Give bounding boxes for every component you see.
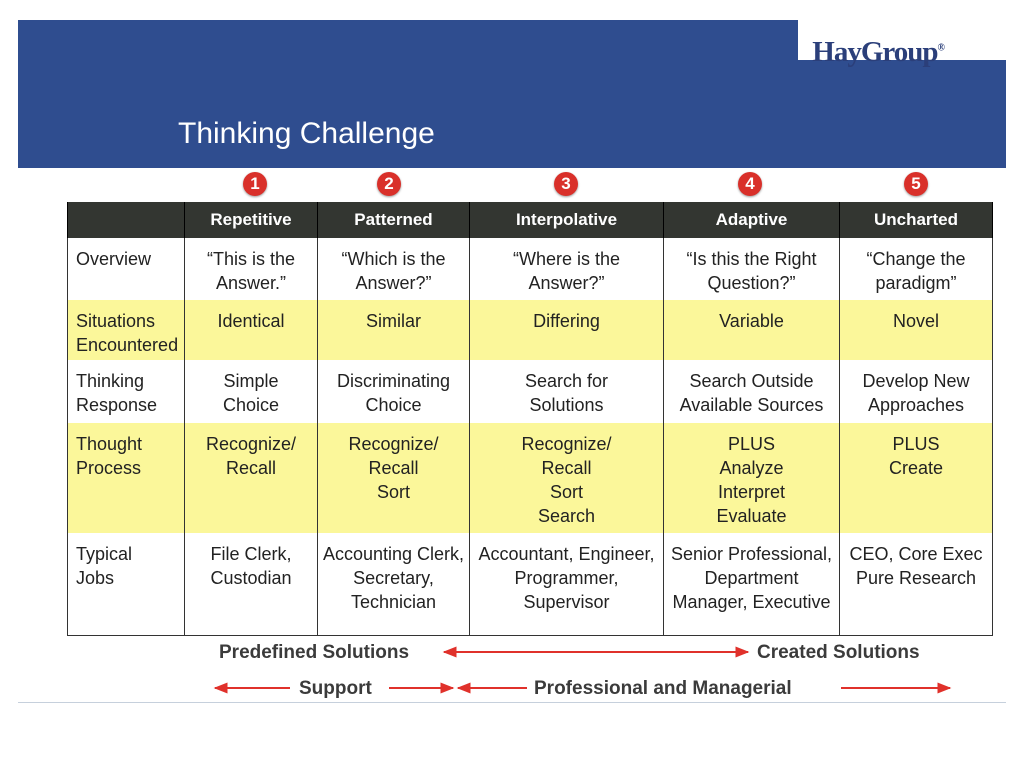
- footer-divider: [18, 702, 1006, 703]
- table-cell: Identical: [185, 300, 318, 360]
- table-cell: Simple Choice: [185, 360, 318, 423]
- number-badge-1: 1: [243, 172, 267, 196]
- table-cell: Accounting Clerk, Secretary, Technician: [318, 533, 470, 635]
- professional-managerial-label: Professional and Managerial: [534, 678, 792, 699]
- table-cell: Search for Solutions: [470, 360, 664, 423]
- table-cell: “Change the paradigm”: [840, 238, 993, 300]
- table-cell: Novel: [840, 300, 993, 360]
- row-label: Situations Encountered: [68, 300, 185, 360]
- number-badge-3: 3: [554, 172, 578, 196]
- table-cell: “Is this the Right Question?”: [664, 238, 840, 300]
- row-label: Thought Process: [68, 423, 185, 533]
- table-cell: PLUS Create: [840, 423, 993, 533]
- table-cell: Senior Professional, Department Manager, Executive: [664, 533, 840, 635]
- table-cell: Differing: [470, 300, 664, 360]
- table-cell: Recognize/ Recall: [185, 423, 318, 533]
- header-cell-repetitive: Repetitive: [185, 202, 318, 238]
- table-cell: Develop New Approaches: [840, 360, 993, 423]
- header-cell-interpolative: Interpolative: [470, 202, 664, 238]
- haygroup-logo: HayGroup®: [812, 36, 944, 68]
- table-cell: Similar: [318, 300, 470, 360]
- number-badge-4: 4: [738, 172, 762, 196]
- table-cell: Accountant, Engineer, Programmer, Supervisor: [470, 533, 664, 635]
- header-cell-uncharted: Uncharted: [840, 202, 993, 238]
- slide-title: Thinking Challenge: [178, 117, 435, 150]
- header-cell-adaptive: Adaptive: [664, 202, 840, 238]
- table-cell: “Which is the Answer?”: [318, 238, 470, 300]
- table-cell: Variable: [664, 300, 840, 360]
- table-cell: Discriminating Choice: [318, 360, 470, 423]
- row-label: Thinking Response: [68, 360, 185, 423]
- header-cell-patterned: Patterned: [318, 202, 470, 238]
- number-badge-5: 5: [904, 172, 928, 196]
- table-cell: “This is the Answer.”: [185, 238, 318, 300]
- table-cell: Recognize/ Recall Sort Search: [470, 423, 664, 533]
- number-badge-2: 2: [377, 172, 401, 196]
- predefined-solutions-label: Predefined Solutions: [219, 642, 410, 663]
- table-cell: CEO, Core Exec Pure Research: [840, 533, 993, 635]
- table-cell: Search Outside Available Sources: [664, 360, 840, 423]
- table-cell: Recognize/ Recall Sort: [318, 423, 470, 533]
- table-cell: File Clerk, Custodian: [185, 533, 318, 635]
- support-label: Support: [299, 678, 372, 699]
- row-label: Overview: [68, 238, 185, 300]
- created-solutions-label: Created Solutions: [757, 642, 920, 663]
- table-cell: “Where is the Answer?”: [470, 238, 664, 300]
- table-cell: PLUS Analyze Interpret Evaluate: [664, 423, 840, 533]
- row-label: Typical Jobs: [68, 533, 185, 635]
